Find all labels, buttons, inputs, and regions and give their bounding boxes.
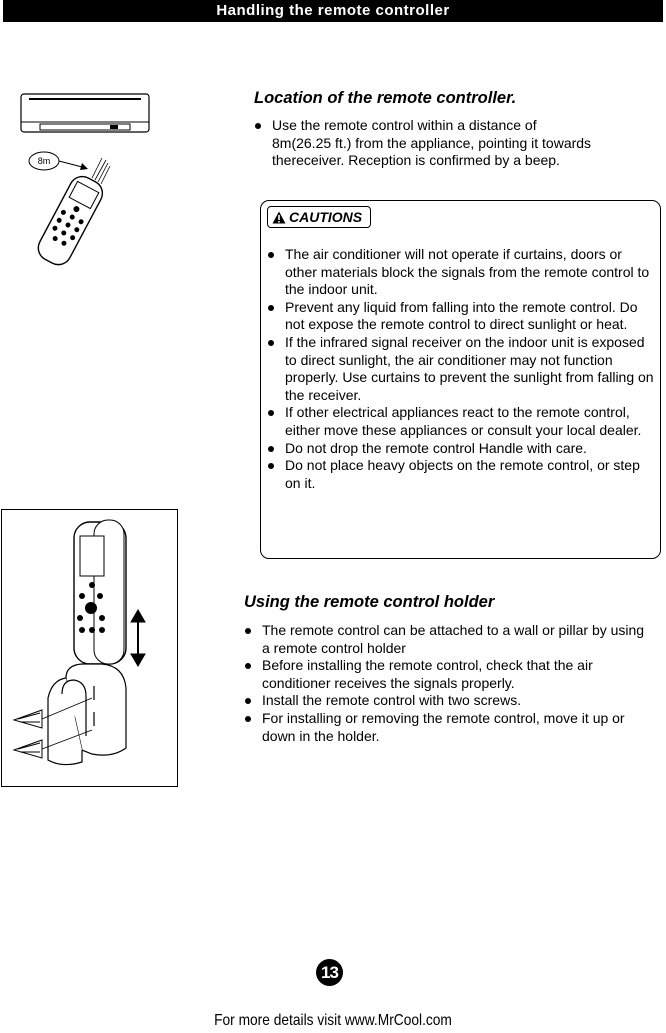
remote-signal-illustration [20,92,160,272]
list-item: The air conditioner will not operate if curtains, doors or other materials block the signals from the remote control to the indoor unit. [265,246,657,299]
list-item: The remote control can be attached to a wall or pillar by using a remote control holder [242,622,646,657]
cautions-label: CAUTIONS [289,209,363,225]
indoor-unit-illustration [21,94,149,132]
signal-waves-icon [92,158,110,184]
remote-holder-illustration [2,510,177,786]
up-down-arrow-icon [131,610,145,666]
cautions-list [265,246,657,492]
holder-section-title: Using the remote control holder [244,593,495,611]
page-number: 13 [316,959,343,986]
holder-bracket-illustration [48,664,126,765]
holder-bullet-list [242,622,646,745]
list-item: Before installing the remote control, check that the air conditioner receives the signals properly. [242,657,646,692]
list-item: If the infrared signal receiver on the indoor unit is exposed to direct sunlight, the air conditioner may not function properly. Use curtains to prevent the sunlight from falling on the receiver. [265,334,657,404]
cautions-box [260,200,661,559]
cautions-tag [267,206,371,228]
list-item: Prevent any liquid from falling into the remote control. Do not expose the remote control to direct sunlight or heat. [265,299,657,334]
list-item: For installing or removing the remote control, move it up or down in the holder. [242,710,646,745]
warning-icon [272,211,286,224]
footer-text: For more details visit www.MrCool.com [214,1012,452,1029]
list-item: Do not place heavy objects on the remote control, or step on it. [265,457,657,492]
distance-label: 8m [37,156,51,166]
location-bullet-list [252,117,592,170]
list-item: Install the remote control with two screws. [242,692,646,710]
list-item: Use the remote control within a distance of 8m(26.25 ft.) from the appliance, pointing it towards thereceiver. Reception is confirmed by a beep. [252,117,592,170]
holder-illustration-frame [1,509,178,787]
remote-control-illustration [74,520,126,664]
page-header: Handling the remote controller [3,0,663,22]
location-section-title: Location of the remote controller. [254,89,517,107]
list-item: Do not drop the remote control Handle with care. [265,440,657,458]
remote-control-illustration [34,172,107,269]
list-item: If other electrical appliances react to the remote control, either move these appliances or consult your local dealer. [265,404,657,439]
